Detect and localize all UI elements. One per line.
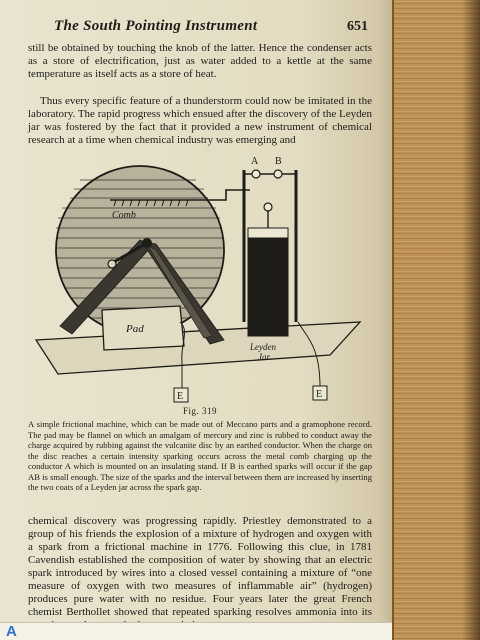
earth-label-right: E <box>316 389 323 400</box>
running-head <box>30 16 370 38</box>
crank-handle <box>108 260 116 268</box>
page-number: 651 <box>347 19 368 34</box>
caption-text: A simple frictional machine, which can be made out of Meccano parts and a gramophone record. The pad may be flannel on which an amalgam of mercury and zinc is rubbed to conduct away the charge acquired by rubbing against the vulcanite disc by an earthed conductor. When the charge on the disc reaches a certain intensity sparking occurs across the metal comb charging up the conductor A which is mounted on an insulating stand. If B is earthed sparks will occur if the gap AB is small enough. The size of the sparks and the interval between them are increased by inserting the two coats of a Leyden jar across the spark gap. <box>28 419 372 492</box>
leyden-label-line1: Leyden <box>250 342 276 352</box>
running-head-title: The South Pointing Instrument <box>54 18 258 34</box>
frictional-machine-illustration <box>30 150 370 410</box>
paragraph-text: chemical discovery was progressing rapidly. Priestley demonstrated to a group of his friends the explosion of a mixture of hydrogen and oxygen with a spark from a frictional machine in 1776. Following this clue, in 1781 Cavendish established the composition of water by showing that an electric spark introduced by wires into a closed vessel containing a mixture of “one measure of oxygen with two measures of inflammable air” (hydrogen) produces pure water with no residue. Four years later the great French chemist Berthollet showed that repeated sparking resolves ammonia into its <box>28 515 372 618</box>
paragraph-thunderstorm <box>28 95 372 147</box>
leyden-jar-knob <box>264 203 272 211</box>
leyden-jar-top <box>248 228 288 238</box>
pad-label: Pad <box>126 323 144 335</box>
page-edges <box>392 0 480 640</box>
label-a: A <box>251 156 259 167</box>
knob-b <box>274 170 282 178</box>
comb-label: Comb <box>112 210 136 221</box>
paragraph-text: Thus every specific feature of a thunderstorm could now be imitated in the laboratory. The rapid progress which ensued after the discovery of the Leyden jar was fostered by the fact that it provided a new instrument of chemical research at a time when chemical industry was emerging and <box>28 95 372 146</box>
earth-label-left: E <box>177 391 184 402</box>
leyden-jar-body <box>248 234 288 336</box>
sticker-text: A <box>6 623 19 640</box>
price-sticker <box>0 622 400 640</box>
paragraph-chemical-discovery <box>28 515 372 632</box>
leyden-label-line2: Jar <box>258 352 270 362</box>
paragraph-condenser <box>28 42 372 81</box>
figure-caption <box>28 419 372 493</box>
paragraph-text: still be obtained by touching the knob of the latter. Hence the condenser acts as a store of electrification, just as water added to a kettle at the same temperature as itself acts as a store of heat. <box>28 42 372 80</box>
knob-a <box>252 170 260 178</box>
figure-number: Fig. 319 <box>182 406 217 416</box>
label-b: B <box>275 156 282 167</box>
base-board <box>36 322 360 374</box>
